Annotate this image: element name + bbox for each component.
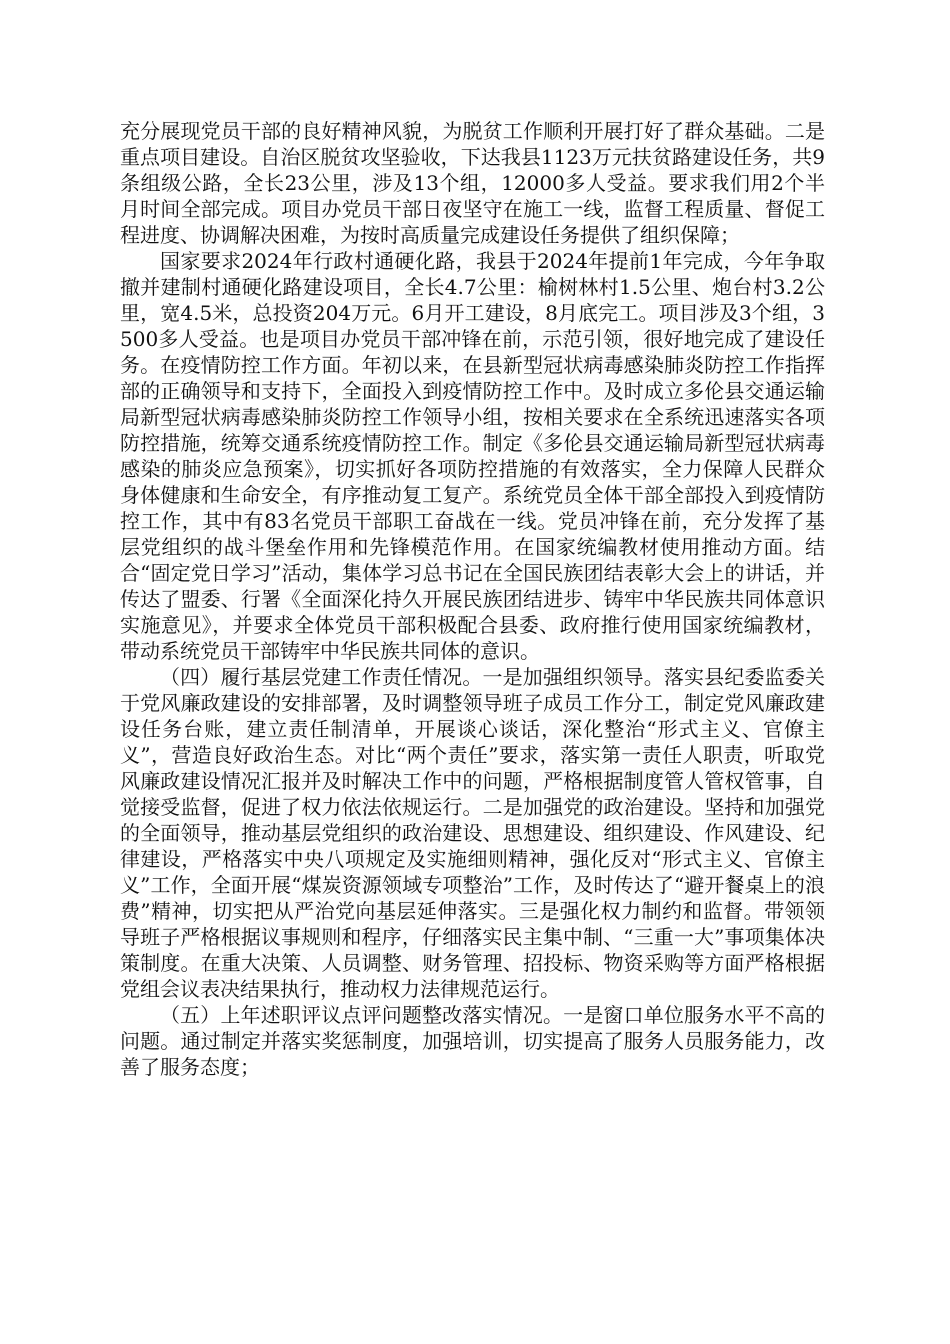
paragraph-rectification: （五）上年述职评议点评问题整改落实情况。一是窗口单位服务水平不高的问题。通过制定并落实奖惩制度，加强培训，切实提高了服务人员服务能力，改善了服务态度； bbox=[120, 1003, 825, 1079]
paragraph-party-building: （四）履行基层党建工作责任情况。一是加强组织领导。落实县纪委监委关于党风廉政建设的安排部署，及时调整领导班子成员工作分工，制定党风廉政建设任务台账，建立责任制清单，开展谈心谈话，深化整治“形式主义、官僚主义”，营造良好政治生态。对比“两个责任”要求，落实第一责任人职责，听取党风廉政建设情况汇报并及时解决工作中的问题，严格根据制度管人管权管事，自觉接受监督，促进了权力依法依规运行。二是加强党的政治建设。坚持和加强党的全面领导，推动基层党组织的政治建设、思想建设、组织建设、作风建设、纪律建设，严格落实中央八项规定及实施细则精神，强化反对“形式主义、官僚主义”工作，全面开展“煤炭资源领域专项整治”工作，及时传达了“避开餐桌上的浪费”精神，切实把从严治党向基层延伸落实。三是强化权力制约和监督。带领领导班子严格根据议事规则和程序，仔细落实民主集中制、“三重一大”事项集体决策制度。在重大决策、人员调整、财务管理、招投标、物资采购等方面严格根据党组会议表决结果执行，推动权力法律规范运行。 bbox=[120, 665, 825, 1001]
paragraph-road-and-epidemic: 国家要求2024年行政村通硬化路，我县于2024年提前1年完成，今年争取撤并建制村通硬化路建设项目，全长4.7公里：榆树林村1.5公里、炮台村3.2公里，宽4.5米，总投资204万元。6月开工建设，8月底完工。项目涉及3个组，3500多人受益。也是项目办党员干部冲锋在前，示范引领，很好地完成了建设任务。在疫情防控工作方面。年初以来，在县新型冠状病毒感染肺炎防控工作指挥部的正确领导和支持下，全面投入到疫情防控工作中。及时成立多伦县交通运输局新型冠状病毒感染肺炎防控工作领导小组，按相关要求在全系统迅速落实各项防控措施，统筹交通系统疫情防控工作。制定《多伦县交通运输局新型冠状病毒感染的肺炎应急预案》，切实抓好各项防控措施的有效落实，全力保障人民群众身体健康和生命安全，有序推动复工复产。系统党员全体干部全部投入到疫情防控工作，其中有83名党员干部职工奋战在一线。党员冲锋在前，充分发挥了基层党组织的战斗堡垒作用和先锋模范作用。在国家统编教材使用推动方面。结合“固定党日学习”活动，集体学习总书记在全国民族团结表彰大会上的讲话，并传达了盟委、行署《全面深化持久开展民族团结进步、铸牢中华民族共同体意识实施意见》，并要求全体党员干部积极配合县委、政府推行使用国家统编教材，带动系统党员干部铸牢中华民族共同体的意识。 bbox=[120, 249, 825, 663]
paragraph-poverty-project: 充分展现党员干部的良好精神风貌，为脱贫工作顺利开展打好了群众基础。二是重点项目建设。自治区脱贫攻坚验收，下达我县1123万元扶贫路建设任务，共9条组级公路，全长23公里，涉及13个组，12000多人受益。要求我们用2个半月时间全部完成。项目办党员干部日夜坚守在施工一线，监督工程质量、督促工程进度、协调解决困难，为按时高质量完成建设任务提供了组织保障； bbox=[120, 119, 825, 247]
document-page bbox=[120, 118, 825, 1080]
